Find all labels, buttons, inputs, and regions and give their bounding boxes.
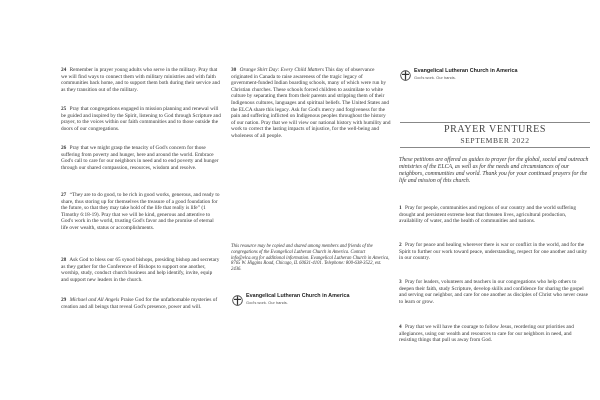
page-subtitle: SEPTEMBER 2022 [460,136,530,145]
entry-number: 25 [61,106,67,112]
prayer-entry-1 [399,205,589,225]
prayer-entry-28 [61,257,221,283]
entry-number: 27 [61,192,67,198]
entry-feast-name: Michael and All Angels [69,297,120,303]
copy-permission-note: This resource may be copied and shared among members and friends of the congregations of the Evangelical Lutheran Church in America. Contact info@elca.org for additional information. Evangelical Lutheran Church in America, 8765 W. Higgins Road, Chicago, IL 60631-4101. Telephone: 800-638-3522, ext. 2436. [231,244,390,273]
prayer-entry-25 [61,106,221,132]
org-name: Evangelical Lutheran Church in America [246,293,350,299]
elca-cross-icon [232,293,243,304]
entry-number: 30 [231,67,237,73]
intro-paragraph: These petitions are offered as guides to prayer for the global, social and outreach ministries of the ELCA, as well as for the needs and circumstances of our neighbors, communities and world. Thank you for your continued prayers for the life and mission of this church. [399,157,589,185]
prayer-entry-24 [61,67,221,93]
entry-observance-name: Orange Shirt Day: Every Child Matters [239,67,324,73]
prayer-entry-26 [61,145,221,171]
entry-text: Pray for leaders, volunteers and teachers in our congregations who help others to deepen their faith, study Scripture, develop skills and confidence for sharing the gospel and serving our neighbor, and care for one another as disciples of Christ who never cease to learn or grow. [399,279,588,305]
entry-number: 2 [399,242,402,248]
elca-logo-bottom [232,293,349,305]
entry-number: 3 [399,279,402,285]
title-rule-bottom [400,147,590,148]
entry-text: “They are to do good, to be rich in good works, generous, and ready to share, thus storing up for themselves the treasure of a good foundation for the future, so that they may take hold of the life that really is life” (1 Timothy 6:18-19). Pray that we will be kind, generous and attentive to God's work in the world, trusting God's favor and the promise of eternal life over wealth, status or accomplishments. [61,192,220,231]
elca-logo-top [400,68,517,80]
title-rule-top [400,122,590,123]
entry-text: Pray for people, communities and regions of our country and the world suffering drought and persistent extreme heat that threaten lives, agricultural production, availability of water, and the health of communities and nations. [399,205,576,225]
entry-text: Ask God to bless our 65 synod bishops, presiding bishop and secretary as they gather for the Conference of Bishops to support one another, worship, study, conduct church business and help identify, invite, equip and support new leaders in the church. [61,257,220,283]
prayer-entry-29 [61,297,221,310]
entry-number: 28 [61,257,67,263]
prayer-entry-4 [399,324,589,344]
page-title: PRAYER VENTURES [443,124,547,135]
entry-text: Praise God for the unfathomable mysteries of creation and all beings that reveal God's presence, power and will. [61,297,218,310]
org-name: Evangelical Lutheran Church in America [414,68,518,74]
entry-text: This day of observance originated in Canada to raise awareness of the tragic legacy of government-funded Indian boarding schools, many of which were run by Christian churches. These schools forced children to assimilate to white culture by separating them from their parents and stripping them of their Indigenous cultures, languages and spiritual beliefs. The United States and the ELCA share this legacy. Ask for God's mercy and forgiveness for the pain and suffering inflicted on Indigenous peoples throughout the history of our nation. Pray that we will view our national history with humility and work to correct the lasting impacts of injustice, for the well-being and wholeness of all people. [231,67,391,139]
entry-number: 26 [61,145,67,151]
prayer-entry-30 [231,67,391,140]
prayer-entry-2 [399,242,589,262]
elca-cross-icon [400,68,411,79]
org-tagline: God's work. Our hands. [246,299,288,305]
entry-number: 29 [61,297,67,303]
entry-number: 24 [61,67,67,73]
entry-text: Remember in prayer young adults who serve in the military. Pray that we will find ways to connect them with military ministries and with faith communities back home, and to support them both during their service and as they transition out of the military. [61,67,220,93]
prayer-entry-3 [399,279,589,305]
entry-text: Pray that congregations engaged in mission planning and renewal will be guided and inspired by the Spirit, listening to God through Scripture and prayer, to the voices within our faith communities and to those outside the doors of our congregations. [61,106,221,132]
entry-text: Pray that we will have the courage to follow Jesus, reordering our priorities and allegiances, using our wealth and resources to care for our neighbors in need, and resisting things that pull us away from God. [399,324,574,344]
entry-text: Pray that we might grasp the tenacity of God's concern for those suffering from poverty and hunger, here and around the world. Embrace God's call to care for our neighbors in need and to end poverty and hunger through our shared compassion, resources, wisdom and resolve. [61,145,219,171]
org-tagline: God's work. Our hands. [414,74,456,80]
entry-number: 1 [399,205,402,211]
entry-text: Pray for peace and healing wherever there is war or conflict in the world, and for the Spirit to further our work toward peace, understanding, respect for one another and unity in our country. [399,242,588,262]
prayer-entry-27 [61,192,221,232]
entry-number: 4 [399,324,402,330]
